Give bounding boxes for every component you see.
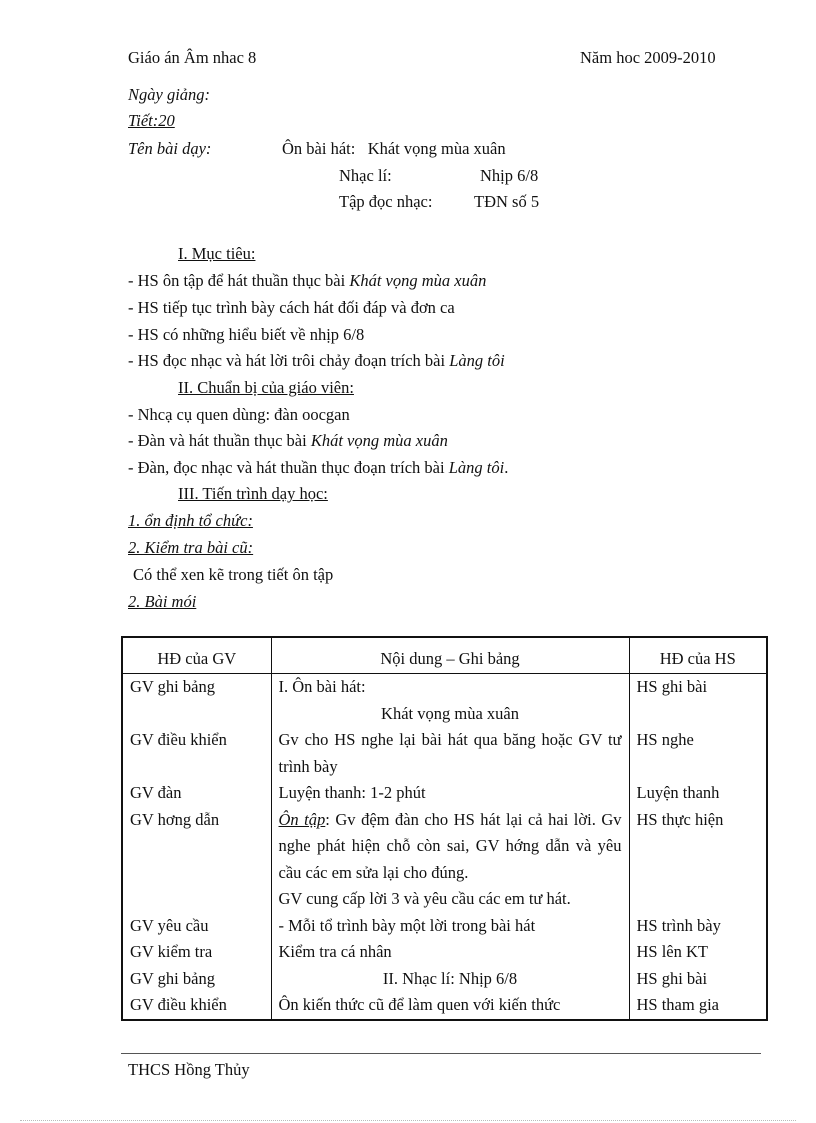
hs-cell: HS nghe: [629, 727, 767, 780]
hs-cell: HS tham gia: [629, 992, 767, 1020]
table-row: [122, 939, 767, 966]
objective-item: - HS tiếp tục trình bày cách hát đối đáp và đơn ca: [128, 298, 455, 317]
hs-cell: HS thực hiện: [629, 807, 767, 913]
objective-item: - HS có những hiểu biết về nhịp 6/8: [128, 325, 365, 344]
hs-cell: Luyện thanh: [629, 780, 767, 807]
sight-reading-value: TĐN số 5: [474, 192, 540, 211]
table-row: [122, 807, 767, 913]
hs-cell: HS ghi bài: [629, 966, 767, 993]
preparation-item: - Đàn và hát thuần thục bài Khát vọng mùa xuân: [128, 431, 448, 450]
step-review: 2. Kiểm tra bài cũ:: [128, 538, 254, 557]
gv-cell: GV điều khiển: [122, 727, 271, 780]
preparation-item: - Đàn, đọc nhạc và hát thuần thục đoạn trích bài Làng tôi.: [128, 458, 509, 477]
header-student-activity: HĐ của HS: [629, 637, 767, 674]
header-subject: Giáo án Âm nhac 8: [128, 48, 257, 67]
step-organize: 1. ổn định tổ chức:: [128, 511, 253, 530]
content-cell: Kiểm tra cá nhân: [271, 939, 629, 966]
hs-cell: HS trình bày: [629, 913, 767, 940]
sight-reading-label: Tập đọc nhạc:: [339, 192, 433, 211]
process-heading: III. Tiến trình dạy học:: [178, 484, 328, 503]
table-row: [122, 727, 767, 780]
lesson-name-label: Tên bài dạy:: [128, 139, 212, 158]
table-row: [122, 966, 767, 993]
hs-cell: HS lên KT: [629, 939, 767, 966]
lesson-plan-table: [121, 636, 768, 1021]
header-teacher-activity: HĐ của GV: [122, 637, 271, 674]
objectives-heading: I. Mục tiêu:: [178, 244, 256, 263]
footer-divider: [121, 1053, 761, 1054]
gv-cell: GV ghi bảng: [122, 966, 271, 993]
preparation-heading: II. Chuẩn bị của giáo viên:: [178, 378, 354, 397]
table-row: [122, 780, 767, 807]
content-cell: II. Nhạc lí: Nhịp 6/8: [271, 966, 629, 993]
content-cell: Ôn kiến thức cũ để làm quen với kiến thức: [271, 992, 629, 1020]
music-theory-label: Nhạc lí:: [339, 166, 392, 185]
preparation-item: - Nhcạ cụ quen dùng: đàn oocgan: [128, 405, 350, 424]
gv-cell: GV ghi bảng: [122, 674, 271, 728]
content-cell: I. Ôn bài hát: Khát vọng mùa xuân: [271, 674, 629, 728]
content-cell: Luyện thanh: 1-2 phút: [271, 780, 629, 807]
gv-cell: GV hơng dẫn: [122, 807, 271, 913]
table-header-row: [122, 637, 767, 674]
table-row: [122, 992, 767, 1020]
page-bottom-dotted-rule: [20, 1120, 796, 1121]
gv-cell: GV kiểm tra: [122, 939, 271, 966]
footer-school: THCS Hồng Thủy: [128, 1060, 250, 1079]
lesson-title: Ôn bài hát: Khát vọng mùa xuân: [282, 139, 506, 158]
table-row: [122, 674, 767, 728]
music-theory-value: Nhịp 6/8: [480, 166, 539, 185]
content-cell: - Mỗi tổ trình bày một lời trong bài hát: [271, 913, 629, 940]
header-school-year: Năm hoc 2009-2010: [580, 48, 716, 67]
content-cell: Ôn tập: Gv đệm đàn cho HS hát lại cả hai lời. Gv nghe phát hiện chỗ còn sai, GV hớng dẫn và yêu cầu các em sửa lại cho đúng. GV cung cấp lời 3 và yêu cầu các em tư hát.: [271, 807, 629, 913]
content-cell: Gv cho HS nghe lại bài hát qua băng hoặc GV tư trình bày: [271, 727, 629, 780]
teaching-date-label: Ngày giảng:: [128, 85, 211, 104]
table-row: [122, 913, 767, 940]
step-review-note: Có thể xen kẽ trong tiết ôn tập: [133, 565, 334, 584]
objective-item: - HS ôn tập để hát thuần thục bài Khát vọng mùa xuân: [128, 271, 487, 290]
header-content: Nội dung – Ghi bảng: [271, 637, 629, 674]
step-new-lesson: 2. Bài mói: [128, 592, 197, 611]
gv-cell: GV điều khiển: [122, 992, 271, 1020]
period-label: Tiết:20: [128, 111, 175, 130]
hs-cell: HS ghi bài: [629, 674, 767, 728]
gv-cell: GV đàn: [122, 780, 271, 807]
gv-cell: GV yêu cầu: [122, 913, 271, 940]
objective-item: - HS đọc nhạc và hát lời trôi chảy đoạn trích bài Làng tôi: [128, 351, 505, 370]
